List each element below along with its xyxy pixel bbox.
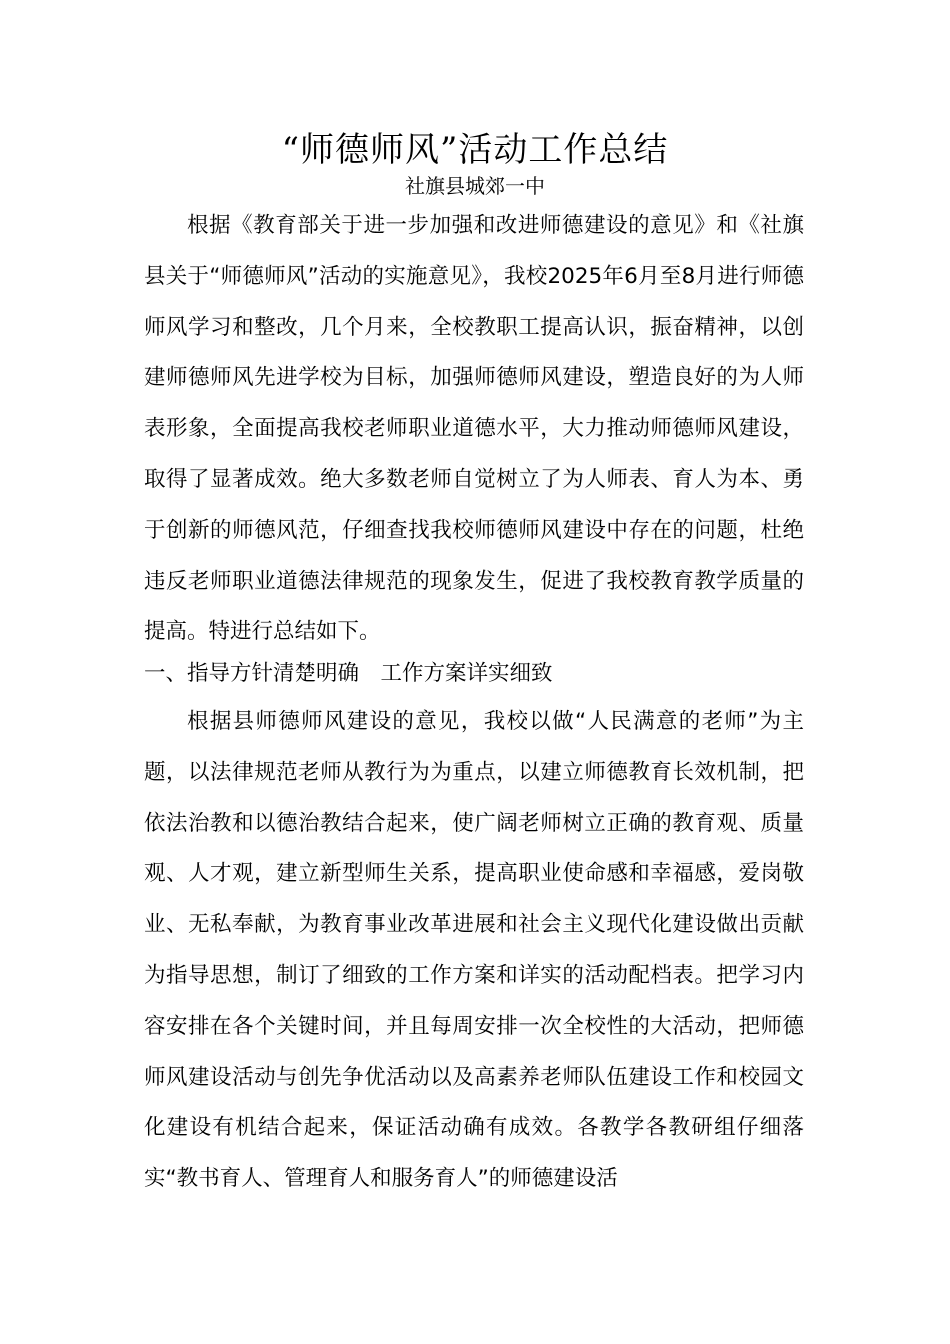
body-paragraph: 根据《教育部关于进一步加强和改进师德建设的意见》和《社旗县关于“师德师风”活动的实施意见》，我校2025年6月至8月进行师德师风学习和整改，几个月来，全校教职工提高认识，振奋精神，以创建师德师风先进学校为目标，加强师德师风建设，塑造良好的为人师表形象，全面提高我校老师职业道德水平，大力推动师德师风建设，取得了显著成效。绝大多数老师自觉树立了为人师表、育人为本、勇于创新的师德风范，仔细查找我校师德师风建设中存在的问题，杜绝违反老师职业道德法律规范的现象发生，促进了我校教育教学质量的提高。特进行总结如下。 <box>144 213 804 645</box>
body-paragraph: 根据县师德师风建设的意见，我校以做“人民满意的老师”为主题，以法律规范老师从教行为为重点，以建立师德教育长效机制，把依法治教和以德治教结合起来，使广阔老师树立正确的教育观、质量观、人才观，建立新型师生关系，提高职业使命感和幸福感，爱岗敬业、无私奉献，为教育事业改革进展和社会主义现代化建设做出贡献为指导思想，制订了细致的工作方案和详实的活动配档表。把学习内容安排在各个关键时间，并且每周安排一次全校性的大活动，把师德师风建设活动与创先争优活动以及高素养老师队伍建设工作和校园文化建设有机结合起来，保证活动确有成效。各教学各教研组仔细落实“教书育人、管理育人和服务育人”的师德建设活 <box>144 709 804 1192</box>
section-heading: 一、指导方针清楚明确 工作方案详实细致 <box>144 661 553 686</box>
document-subtitle: 社旗县城郊一中 <box>405 174 545 198</box>
body-paragraph-1-block <box>144 201 804 658</box>
document-title: “师德师风”活动工作总结 <box>281 130 669 170</box>
section-heading-block <box>144 649 804 700</box>
body-paragraph-2-block <box>144 697 804 1205</box>
